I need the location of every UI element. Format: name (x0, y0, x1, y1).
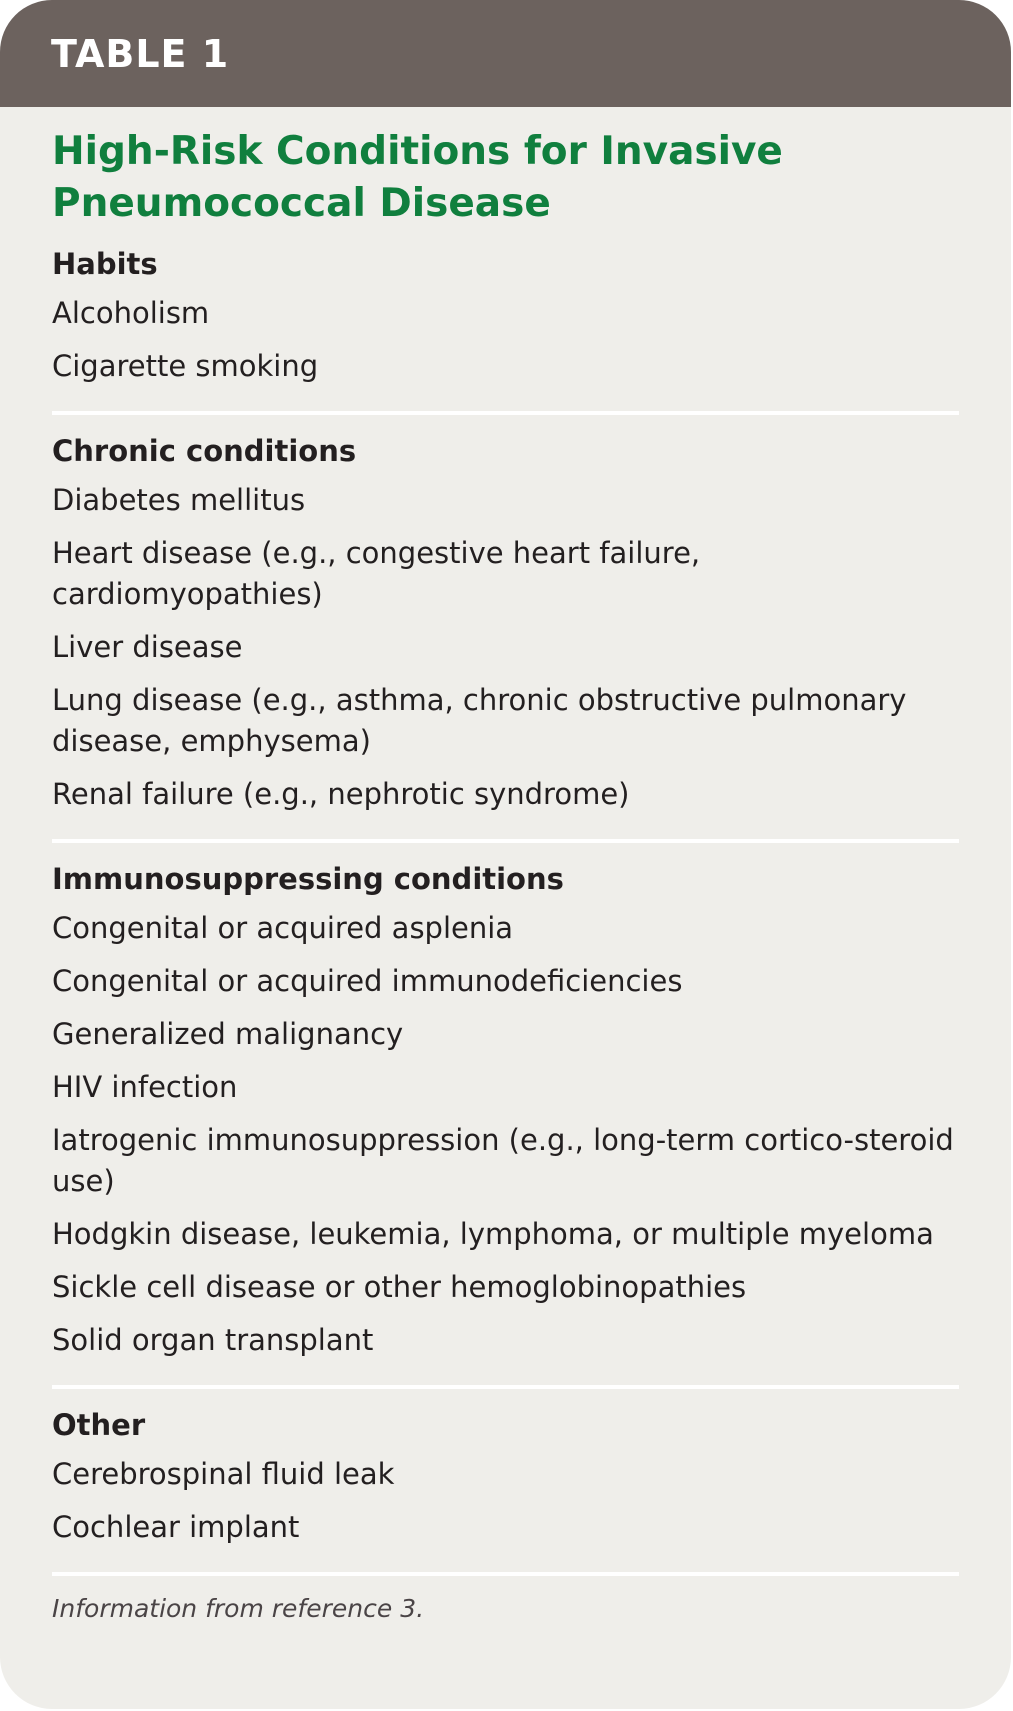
section-habits (52, 244, 959, 415)
section-heading: Other (52, 1408, 146, 1442)
table-content (0, 107, 1011, 1626)
section-heading: Immunosuppressing conditions (52, 862, 564, 896)
list-item: Lung disease (e.g., asthma, chronic obstructive pulmonary disease, emphysema) (52, 683, 907, 758)
table-title: High-Risk Conditions for Invasive Pneumococcal Disease (52, 129, 783, 226)
list-item: Iatrogenic immunosuppression (e.g., long-term cortico-steroid use) (52, 1123, 954, 1198)
section-chronic-conditions (52, 431, 959, 843)
source-footnote: Information from reference 3. (52, 1594, 425, 1623)
list-item: Cerebrospinal fluid leak (52, 1457, 395, 1491)
list-item: Solid organ transplant (52, 1323, 374, 1357)
list-item: Cigarette smoking (52, 349, 319, 383)
list-item: Congenital or acquired immunodeficiencies (52, 964, 683, 998)
section-other (52, 1405, 959, 1576)
table-header-bar (0, 0, 1011, 107)
section-heading: Habits (52, 247, 158, 281)
list-item: Generalized malignancy (52, 1017, 404, 1051)
list-item: Congenital or acquired asplenia (52, 911, 514, 945)
list-item: Liver disease (52, 630, 243, 664)
list-item: HIV infection (52, 1070, 238, 1104)
list-item: Heart disease (e.g., congestive heart failure, cardiomyopathies) (52, 536, 701, 611)
list-item: Renal failure (e.g., nephrotic syndrome) (52, 777, 630, 811)
list-item: Diabetes mellitus (52, 483, 306, 517)
list-item: Cochlear implant (52, 1510, 300, 1544)
section-heading: Chronic conditions (52, 434, 357, 468)
list-item: Sickle cell disease or other hemoglobinopathies (52, 1270, 747, 1304)
table-number-label: TABLE 1 (51, 31, 230, 76)
list-item: Alcoholism (52, 296, 210, 330)
list-item: Hodgkin disease, leukemia, lymphoma, or multiple myeloma (52, 1217, 934, 1251)
section-immunosuppressing-conditions (52, 859, 959, 1389)
